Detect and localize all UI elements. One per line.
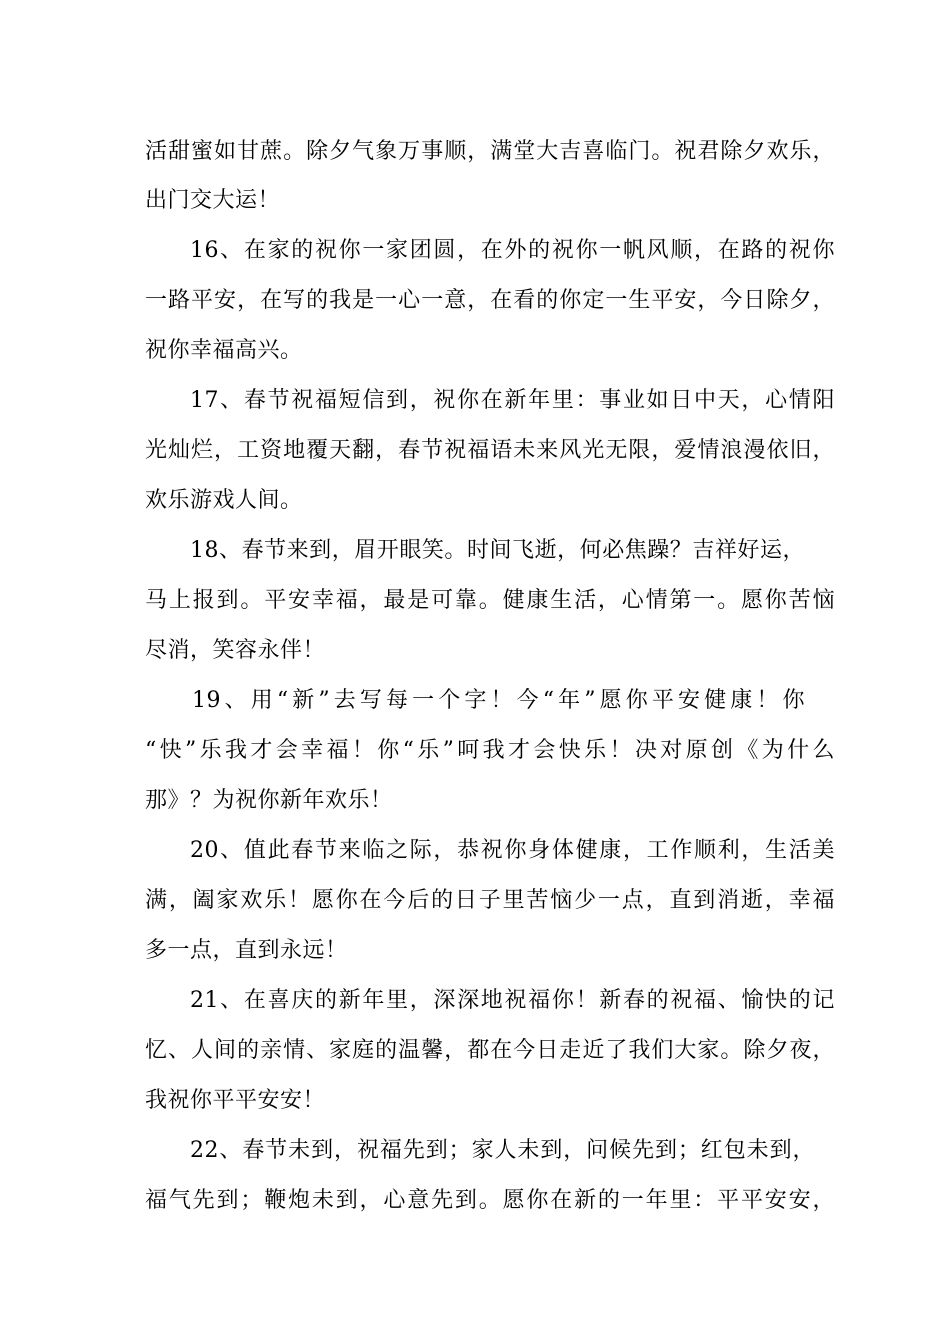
paragraph-18-first-line: 18、春节来到，眉开眼笑。时间飞逝，何必焦躁？吉祥好运， bbox=[190, 538, 805, 563]
text-line: 欢乐游戏人间。 bbox=[145, 488, 303, 513]
text-line: 光灿烂，工资地覆天翻，春节祝福语未来风光无限，爱情浪漫依旧， bbox=[145, 438, 835, 463]
paragraph-19-first-line: 19、用“新”去写每一个字！今“年”愿你平安健康！你 bbox=[192, 688, 805, 713]
text-line: 福气先到；鞭炮未到，心意先到。愿你在新的一年里：平平安安， bbox=[145, 1188, 835, 1213]
text-line: 活甜蜜如甘蔗。除夕气象万事顺，满堂大吉喜临门。祝君除夕欢乐， bbox=[145, 139, 835, 164]
text-line: 马上报到。平安幸福，最是可靠。健康生活，心情第一。愿你苦恼 bbox=[145, 588, 835, 613]
text-line: “快”乐我才会幸福！你“乐”呵我才会快乐！决对原创《为什么 bbox=[145, 738, 835, 763]
text-line: 尽消，笑容永伴！ bbox=[145, 638, 326, 663]
text-line: 一路平安，在写的我是一心一意，在看的你定一生平安，今日除夕， bbox=[145, 288, 835, 313]
paragraph-16-first-line: 16、在家的祝你一家团圆，在外的祝你一帆风顺，在路的祝你 bbox=[190, 238, 835, 263]
paragraph-17-first-line: 17、春节祝福短信到，祝你在新年里：事业如日中天，心情阳 bbox=[190, 388, 835, 413]
text-line: 多一点，直到永远！ bbox=[145, 938, 348, 963]
text-line: 忆、人间的亲情、家庭的温馨，都在今日走近了我们大家。除夕夜， bbox=[145, 1038, 835, 1063]
text-line: 那》？为祝你新年欢乐！ bbox=[145, 788, 393, 813]
paragraph-22-first-line: 22、春节未到，祝福先到；家人未到，问候先到；红包未到， bbox=[190, 1138, 815, 1163]
text-line: 满，阖家欢乐！愿你在今后的日子里苦恼少一点，直到消逝，幸福 bbox=[145, 888, 835, 913]
text-line: 祝你幸福高兴。 bbox=[145, 338, 303, 363]
paragraph-21-first-line: 21、在喜庆的新年里，深深地祝福你！新春的祝福、愉快的记 bbox=[190, 988, 835, 1013]
text-line: 我祝你平平安安！ bbox=[145, 1088, 326, 1113]
text-line: 出门交大运！ bbox=[145, 188, 281, 213]
paragraph-20-first-line: 20、值此春节来临之际，恭祝你身体健康，工作顺利，生活美 bbox=[190, 838, 835, 863]
